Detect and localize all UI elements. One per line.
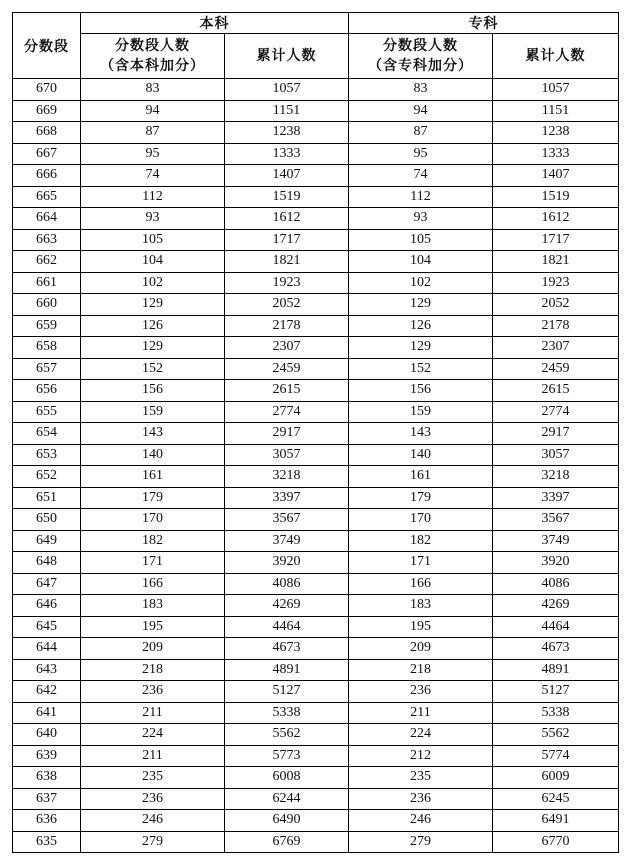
bk-cumulative-cell: 1923 <box>225 272 349 294</box>
bk-count-cell: 95 <box>81 143 225 165</box>
bk-count-cell: 126 <box>81 315 225 337</box>
zk-count-cell: 102 <box>349 272 493 294</box>
zk-count-cell: 140 <box>349 444 493 466</box>
zk-cumulative-cell: 3218 <box>493 466 619 488</box>
zk-cumulative-cell: 3920 <box>493 552 619 574</box>
zk-cumulative-cell: 1717 <box>493 229 619 251</box>
bk-cumulative-cell: 1238 <box>225 122 349 144</box>
bk-cumulative-cell: 4464 <box>225 616 349 638</box>
score-cell: 667 <box>13 143 81 165</box>
zk-count-cell: 143 <box>349 423 493 445</box>
bk-count-cell: 183 <box>81 595 225 617</box>
score-cell: 643 <box>13 659 81 681</box>
table-row <box>13 251 619 273</box>
zk-cumulative-cell: 6491 <box>493 810 619 832</box>
zk-count-cell: 94 <box>349 100 493 122</box>
zk-cumulative-cell: 2178 <box>493 315 619 337</box>
score-cell: 641 <box>13 702 81 724</box>
bk-count-header <box>81 34 225 79</box>
bk-count-cell: 74 <box>81 165 225 187</box>
bk-count-cell: 129 <box>81 294 225 316</box>
zk-cumulative-cell: 4891 <box>493 659 619 681</box>
score-cell: 660 <box>13 294 81 316</box>
bk-cumulative-cell: 2052 <box>225 294 349 316</box>
bk-cumulative-cell: 1057 <box>225 79 349 101</box>
score-cell: 637 <box>13 788 81 810</box>
bk-cumulative-cell: 5562 <box>225 724 349 746</box>
bk-count-cell: 195 <box>81 616 225 638</box>
zk-cumulative-cell: 5338 <box>493 702 619 724</box>
score-cell: 642 <box>13 681 81 703</box>
score-cell: 645 <box>13 616 81 638</box>
table-row <box>13 122 619 144</box>
zk-cumulative-cell: 1612 <box>493 208 619 230</box>
table-row <box>13 487 619 509</box>
score-cell: 668 <box>13 122 81 144</box>
zk-count-cell: 93 <box>349 208 493 230</box>
score-cell: 646 <box>13 595 81 617</box>
zk-cumulative-cell: 1333 <box>493 143 619 165</box>
bk-count-cell: 161 <box>81 466 225 488</box>
score-cell: 652 <box>13 466 81 488</box>
score-cell: 636 <box>13 810 81 832</box>
zk-cumulative-cell: 2917 <box>493 423 619 445</box>
table-row <box>13 423 619 445</box>
zk-cumulative-cell: 1821 <box>493 251 619 273</box>
bk-count-cell: 179 <box>81 487 225 509</box>
score-cell: 635 <box>13 831 81 853</box>
table-row <box>13 208 619 230</box>
zk-count-header-line2: （含专科加分） <box>368 58 473 74</box>
bk-cumulative-cell: 5127 <box>225 681 349 703</box>
zk-count-cell: 112 <box>349 186 493 208</box>
table-row <box>13 165 619 187</box>
zk-cumulative-cell: 1238 <box>493 122 619 144</box>
table-row <box>13 79 619 101</box>
zk-cumulative-cell: 2307 <box>493 337 619 359</box>
table-row <box>13 444 619 466</box>
score-distribution-table <box>12 12 619 853</box>
zk-count-header <box>349 34 493 79</box>
bk-count-cell: 211 <box>81 702 225 724</box>
zk-count-cell: 183 <box>349 595 493 617</box>
score-cell: 664 <box>13 208 81 230</box>
zk-cumulative-cell: 6009 <box>493 767 619 789</box>
zk-cumulative-cell: 1923 <box>493 272 619 294</box>
table-row <box>13 466 619 488</box>
zk-count-header-line1: 分数段人数 <box>383 38 458 54</box>
bk-count-cell: 170 <box>81 509 225 531</box>
table-row <box>13 788 619 810</box>
score-cell: 665 <box>13 186 81 208</box>
table-row <box>13 509 619 531</box>
zk-count-cell: 224 <box>349 724 493 746</box>
bk-cumulative-cell: 5773 <box>225 745 349 767</box>
table-row <box>13 401 619 423</box>
group-header-zk: 专科 <box>349 13 619 34</box>
bk-cumulative-cell: 4086 <box>225 573 349 595</box>
table-row <box>13 745 619 767</box>
zk-count-cell: 246 <box>349 810 493 832</box>
zk-count-cell: 236 <box>349 681 493 703</box>
bk-count-cell: 246 <box>81 810 225 832</box>
table-row <box>13 767 619 789</box>
bk-cumulative-cell: 6244 <box>225 788 349 810</box>
bk-count-cell: 209 <box>81 638 225 660</box>
table-row <box>13 337 619 359</box>
bk-cumulative-cell: 1821 <box>225 251 349 273</box>
bk-count-cell: 102 <box>81 272 225 294</box>
bk-cumulative-cell: 5338 <box>225 702 349 724</box>
zk-cumulative-cell: 4086 <box>493 573 619 595</box>
zk-count-cell: 129 <box>349 294 493 316</box>
bk-cumulative-cell: 3749 <box>225 530 349 552</box>
zk-count-cell: 129 <box>349 337 493 359</box>
bk-count-header-line2: （含本科加分） <box>100 58 205 74</box>
score-cell: 659 <box>13 315 81 337</box>
zk-cumulative-cell: 4464 <box>493 616 619 638</box>
zk-cumulative-cell: 2052 <box>493 294 619 316</box>
zk-count-cell: 161 <box>349 466 493 488</box>
bk-cumulative-cell: 1612 <box>225 208 349 230</box>
table-row <box>13 831 619 853</box>
score-cell: 662 <box>13 251 81 273</box>
bk-cumulative-cell: 1151 <box>225 100 349 122</box>
zk-cumulative-header: 累计人数 <box>493 34 619 79</box>
score-cell: 651 <box>13 487 81 509</box>
zk-count-cell: 159 <box>349 401 493 423</box>
score-cell: 649 <box>13 530 81 552</box>
zk-cumulative-cell: 1407 <box>493 165 619 187</box>
zk-count-cell: 105 <box>349 229 493 251</box>
score-cell: 639 <box>13 745 81 767</box>
zk-cumulative-cell: 3567 <box>493 509 619 531</box>
bk-count-cell: 211 <box>81 745 225 767</box>
zk-cumulative-cell: 3397 <box>493 487 619 509</box>
bk-count-cell: 140 <box>81 444 225 466</box>
zk-count-cell: 279 <box>349 831 493 853</box>
bk-cumulative-cell: 1407 <box>225 165 349 187</box>
score-cell: 644 <box>13 638 81 660</box>
zk-count-cell: 83 <box>349 79 493 101</box>
table-row <box>13 573 619 595</box>
bk-cumulative-cell: 2774 <box>225 401 349 423</box>
bk-cumulative-cell: 6490 <box>225 810 349 832</box>
bk-cumulative-cell: 2615 <box>225 380 349 402</box>
bk-cumulative-cell: 2917 <box>225 423 349 445</box>
zk-count-cell: 166 <box>349 573 493 595</box>
bk-cumulative-cell: 3567 <box>225 509 349 531</box>
table-row <box>13 186 619 208</box>
zk-count-cell: 182 <box>349 530 493 552</box>
zk-count-cell: 152 <box>349 358 493 380</box>
bk-cumulative-cell: 3218 <box>225 466 349 488</box>
zk-count-cell: 209 <box>349 638 493 660</box>
zk-cumulative-cell: 2615 <box>493 380 619 402</box>
bk-count-cell: 236 <box>81 681 225 703</box>
bk-cumulative-cell: 2307 <box>225 337 349 359</box>
zk-count-cell: 104 <box>349 251 493 273</box>
zk-cumulative-cell: 3057 <box>493 444 619 466</box>
bk-count-cell: 105 <box>81 229 225 251</box>
bk-cumulative-cell: 4269 <box>225 595 349 617</box>
table-row <box>13 143 619 165</box>
table-row <box>13 530 619 552</box>
bk-count-cell: 83 <box>81 79 225 101</box>
zk-cumulative-cell: 2774 <box>493 401 619 423</box>
table-row <box>13 294 619 316</box>
zk-cumulative-cell: 5127 <box>493 681 619 703</box>
zk-count-cell: 171 <box>349 552 493 574</box>
score-cell: 658 <box>13 337 81 359</box>
bk-cumulative-header: 累计人数 <box>225 34 349 79</box>
bk-cumulative-cell: 6769 <box>225 831 349 853</box>
table-row <box>13 272 619 294</box>
bk-count-cell: 87 <box>81 122 225 144</box>
bk-count-cell: 143 <box>81 423 225 445</box>
zk-cumulative-cell: 1057 <box>493 79 619 101</box>
score-cell: 647 <box>13 573 81 595</box>
group-header-bk: 本科 <box>81 13 349 34</box>
bk-cumulative-cell: 3920 <box>225 552 349 574</box>
zk-cumulative-cell: 6770 <box>493 831 619 853</box>
zk-count-cell: 87 <box>349 122 493 144</box>
zk-cumulative-cell: 1519 <box>493 186 619 208</box>
score-cell: 666 <box>13 165 81 187</box>
score-column-header: 分数段 <box>13 13 81 79</box>
bk-count-cell: 279 <box>81 831 225 853</box>
zk-count-cell: 74 <box>349 165 493 187</box>
bk-count-cell: 112 <box>81 186 225 208</box>
table-row <box>13 595 619 617</box>
bk-cumulative-cell: 2459 <box>225 358 349 380</box>
table-row <box>13 315 619 337</box>
score-cell: 657 <box>13 358 81 380</box>
zk-cumulative-cell: 4673 <box>493 638 619 660</box>
score-cell: 648 <box>13 552 81 574</box>
bk-count-cell: 235 <box>81 767 225 789</box>
zk-cumulative-cell: 2459 <box>493 358 619 380</box>
score-cell: 654 <box>13 423 81 445</box>
score-cell: 669 <box>13 100 81 122</box>
score-cell: 661 <box>13 272 81 294</box>
bk-count-cell: 224 <box>81 724 225 746</box>
table-row <box>13 810 619 832</box>
table-row <box>13 380 619 402</box>
zk-count-cell: 179 <box>349 487 493 509</box>
zk-cumulative-cell: 1151 <box>493 100 619 122</box>
bk-count-cell: 159 <box>81 401 225 423</box>
score-cell: 653 <box>13 444 81 466</box>
bk-cumulative-cell: 3397 <box>225 487 349 509</box>
score-cell: 656 <box>13 380 81 402</box>
bk-count-cell: 171 <box>81 552 225 574</box>
table-row <box>13 681 619 703</box>
table-row <box>13 100 619 122</box>
table-header <box>13 13 619 79</box>
zk-count-cell: 195 <box>349 616 493 638</box>
bk-cumulative-cell: 4891 <box>225 659 349 681</box>
bk-count-cell: 93 <box>81 208 225 230</box>
bk-cumulative-cell: 3057 <box>225 444 349 466</box>
zk-count-cell: 170 <box>349 509 493 531</box>
bk-count-cell: 218 <box>81 659 225 681</box>
zk-cumulative-cell: 6245 <box>493 788 619 810</box>
bk-count-cell: 236 <box>81 788 225 810</box>
zk-cumulative-cell: 5774 <box>493 745 619 767</box>
table-row <box>13 659 619 681</box>
bk-count-cell: 129 <box>81 337 225 359</box>
table-row <box>13 702 619 724</box>
score-cell: 655 <box>13 401 81 423</box>
bk-cumulative-cell: 1717 <box>225 229 349 251</box>
score-cell: 638 <box>13 767 81 789</box>
bk-count-cell: 182 <box>81 530 225 552</box>
bk-cumulative-cell: 2178 <box>225 315 349 337</box>
score-cell: 663 <box>13 229 81 251</box>
zk-count-cell: 218 <box>349 659 493 681</box>
bk-cumulative-cell: 1519 <box>225 186 349 208</box>
zk-count-cell: 235 <box>349 767 493 789</box>
bk-cumulative-cell: 4673 <box>225 638 349 660</box>
bk-count-cell: 156 <box>81 380 225 402</box>
zk-count-cell: 95 <box>349 143 493 165</box>
score-cell: 650 <box>13 509 81 531</box>
bk-count-header-line1: 分数段人数 <box>115 38 190 54</box>
zk-count-cell: 211 <box>349 702 493 724</box>
bk-count-cell: 104 <box>81 251 225 273</box>
zk-cumulative-cell: 3749 <box>493 530 619 552</box>
zk-count-cell: 236 <box>349 788 493 810</box>
zk-cumulative-cell: 5562 <box>493 724 619 746</box>
zk-cumulative-cell: 4269 <box>493 595 619 617</box>
table-row <box>13 616 619 638</box>
zk-count-cell: 212 <box>349 745 493 767</box>
bk-count-cell: 166 <box>81 573 225 595</box>
bk-cumulative-cell: 1333 <box>225 143 349 165</box>
score-cell: 670 <box>13 79 81 101</box>
table-row <box>13 638 619 660</box>
table-row <box>13 229 619 251</box>
bk-cumulative-cell: 6008 <box>225 767 349 789</box>
bk-count-cell: 152 <box>81 358 225 380</box>
zk-count-cell: 156 <box>349 380 493 402</box>
table-row <box>13 552 619 574</box>
score-cell: 640 <box>13 724 81 746</box>
table-row <box>13 724 619 746</box>
table-row <box>13 358 619 380</box>
table-body <box>13 79 619 853</box>
zk-count-cell: 126 <box>349 315 493 337</box>
bk-count-cell: 94 <box>81 100 225 122</box>
